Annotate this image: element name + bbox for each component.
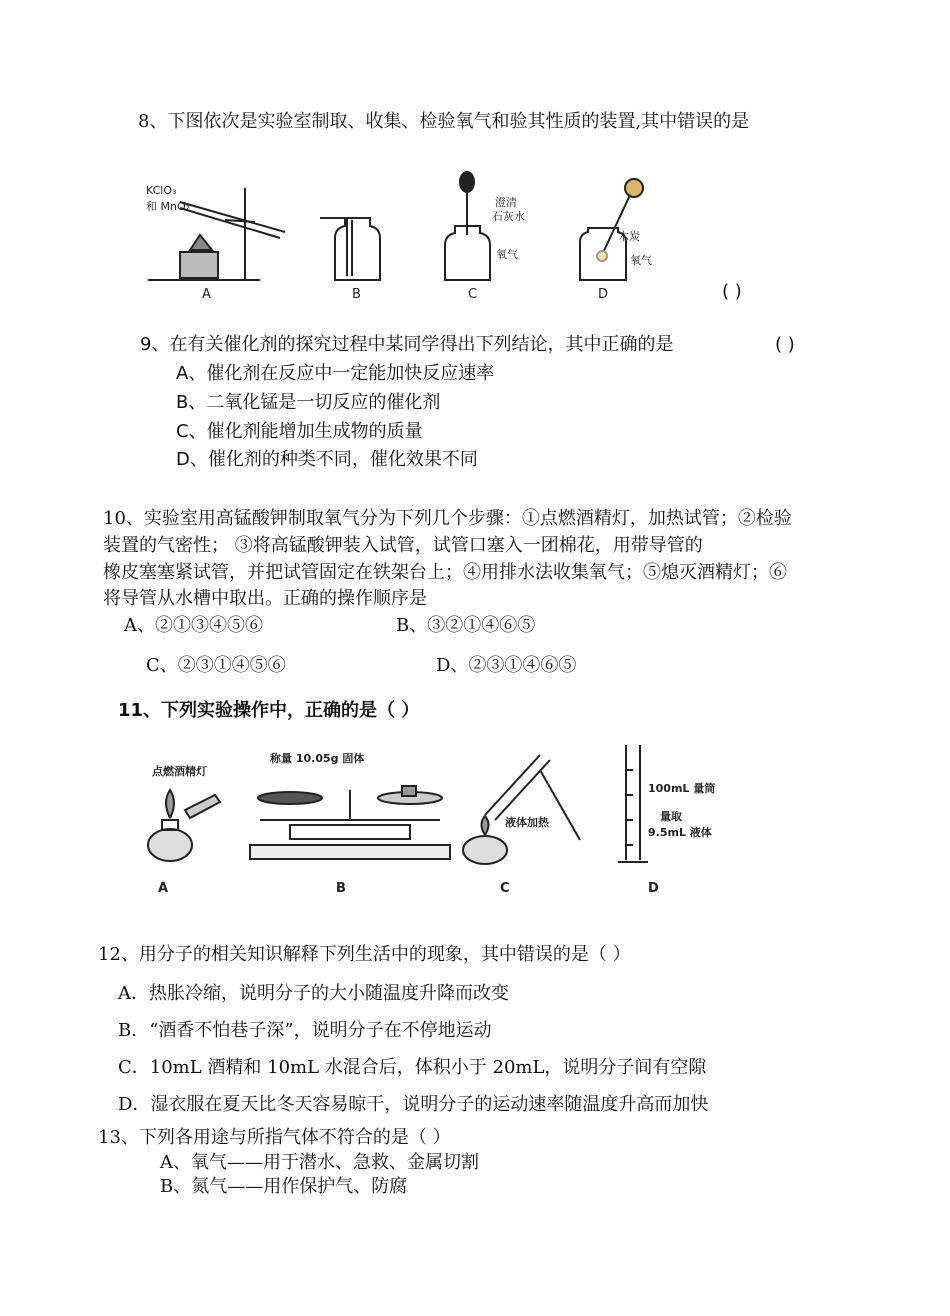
op-c-heating-liquid <box>463 755 580 864</box>
op-d-caption-2: 量取 <box>660 810 682 823</box>
q9-option-b: B、二氧化锰是一切反应的催化剂 <box>176 392 441 413</box>
q10-option-d: D、②③①④⑥⑤ <box>436 655 577 676</box>
q12-option-b: B．“酒香不怕巷子深”，说明分子在不停地运动 <box>118 1020 492 1041</box>
op-b-caption: 称量 10.05g 固体 <box>270 752 365 765</box>
q12-option-d: D．湿衣服在夏天比冬天容易晾干，说明分子的运动速率随温度升高而加快 <box>118 1094 709 1115</box>
reagent-label-2: 和 MnO₂ <box>146 200 191 213</box>
limewater-label-2: 石灰水 <box>492 210 525 223</box>
q9-option-a: A、催化剂在反应中一定能加快反应速率 <box>176 363 495 384</box>
op-label-c: C <box>500 881 510 896</box>
q10-option-a: A、②①③④⑤⑥ <box>124 615 263 636</box>
q10-stem-line-3: 橡皮塞塞紧试管，并把试管固定在铁架台上；④用排水法收集氧气；⑤熄灭酒精灯；⑥ <box>103 562 787 583</box>
q10-option-b: B、③②①④⑥⑤ <box>396 615 536 636</box>
q10-stem-line-1: 10、实验室用高锰酸钾制取氧气分为下列几个步骤：①点燃酒精灯，加热试管；②检验 <box>103 508 792 529</box>
q9-option-c: C、催化剂能增加生成物的质量 <box>176 421 423 442</box>
op-label-b: B <box>336 881 346 896</box>
reagent-label-1: KClO₃ <box>146 184 177 197</box>
op-d-caption-1: 100mL 量筒 <box>648 782 716 795</box>
oxygen-label-c: 氧气 <box>496 248 518 261</box>
q13-option-a: A、氧气——用于潜水、急救、金属切割 <box>160 1152 479 1173</box>
op-b-balance <box>250 786 450 859</box>
q8-answer-bracket: ( ) <box>722 281 742 302</box>
q12-option-a: A．热胀冷缩，说明分子的大小随温度升降而改变 <box>118 983 509 1004</box>
q9-answer-bracket: ( ) <box>775 334 795 355</box>
q10-option-c: C、②③①④⑤⑥ <box>146 655 286 676</box>
q9-option-d: D、催化剂的种类不同，催化效果不同 <box>176 449 478 470</box>
figure-label-d: D <box>598 287 609 302</box>
q11-stem: 11、下列实验操作中，正确的是（ ） <box>118 700 420 721</box>
apparatus-c-test <box>445 172 490 280</box>
figure-label-a: A <box>202 287 211 302</box>
figure-label-b: B <box>352 287 361 302</box>
op-d-cylinder <box>618 745 648 862</box>
apparatus-b-collection <box>320 218 380 280</box>
limewater-label-1: 澄清 <box>495 196 517 209</box>
op-label-d: D <box>648 881 659 896</box>
q11-figure <box>140 740 740 900</box>
q10-stem-line-4: 将导管从水槽中取出。正确的操作顺序是 <box>103 588 427 609</box>
op-c-caption: 液体加热 <box>505 816 549 829</box>
charcoal-label: 木炭 <box>618 230 640 243</box>
op-a-caption: 点燃酒精灯 <box>152 765 207 778</box>
op-a-lighting-lamp <box>148 790 220 861</box>
op-d-caption-3: 9.5mL 液体 <box>648 826 712 839</box>
q12-stem: 12、用分子的相关知识解释下列生活中的现象，其中错误的是（ ） <box>98 944 631 965</box>
q10-stem-line-2: 装置的气密性； ③将高锰酸钾装入试管，试管口塞入一团棉花，用带导管的 <box>103 535 703 556</box>
op-label-a: A <box>158 881 169 896</box>
q8-figure <box>140 160 660 305</box>
q8-stem: 8、下图依次是实验室制取、收集、检验氧气和验其性质的装置,其中错误的是 <box>138 111 750 132</box>
q9-stem: 9、在有关催化剂的探究过程中某同学得出下列结论，其中正确的是 <box>140 334 674 355</box>
q13-stem: 13、下列各用途与所指气体不符合的是（ ） <box>98 1127 451 1148</box>
figure-label-c: C <box>468 287 478 302</box>
oxygen-label-d: 氧气 <box>630 254 652 267</box>
q12-option-c: C．10mL 酒精和 10mL 水混合后，体积小于 20mL，说明分子间有空隙 <box>118 1057 707 1078</box>
q13-option-b: B、氮气——用作保护气、防腐 <box>160 1176 408 1197</box>
